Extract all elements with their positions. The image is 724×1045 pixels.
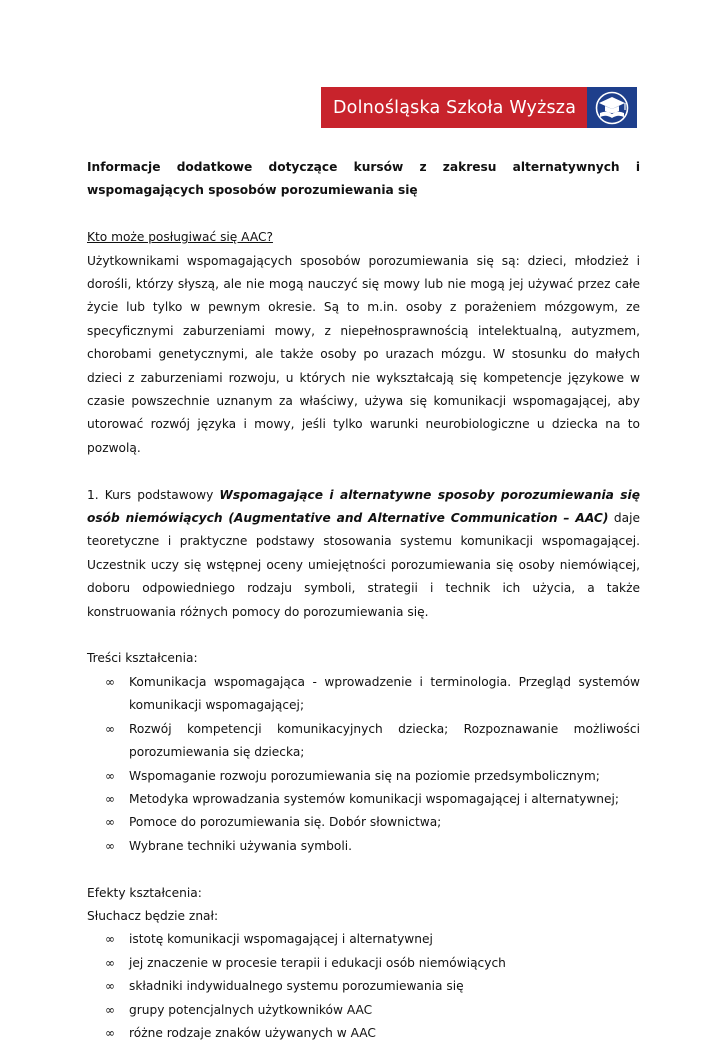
list-item: ∞ jej znaczenie w procesie terapii i edukacji osób niemówiących <box>87 952 640 975</box>
list-item: ∞ składniki indywidualnego systemu porozumiewania się <box>87 975 640 998</box>
logo-text: Dolnośląska Szkoła Wyższa <box>333 97 577 118</box>
list-item: ∞ różne rodzaje znaków używanych w AAC <box>87 1022 640 1045</box>
course-title: Wspomagające i alternatywne sposoby porozumiewania się osób niemówiących (Augmentative and Alternative Communication – AAC) <box>87 487 640 526</box>
infinity-bullet-icon: ∞ <box>105 815 115 830</box>
infinity-bullet-icon: ∞ <box>105 721 115 736</box>
infinity-bullet-icon: ∞ <box>105 838 115 853</box>
list-item: ∞ Pomoce do porozumiewania się. Dobór słownictwa; <box>87 811 640 834</box>
infinity-bullet-icon: ∞ <box>105 791 115 806</box>
course-intro-prefix: 1. Kurs podstawowy <box>87 487 220 502</box>
aac-answer: Użytkownikami wspomagających sposobów porozumiewania się są: dzieci, młodzież i dorośli, którzy słyszą, ale nie mogą nauczyć się mowy lub nie mogą jej używać przez całe życie lub tylko w pewnym okresie. Są to m.in. osoby z porażeniem mózgowym, ze specyficznymi zaburzeniami mowy, z niepełnosprawnością intelektualną, autyzmem, chorobami genetycznymi, ale także osoby po urazach mózgu. W stosunku do małych dzieci z zaburzeniami rozwoju, u których nie wykształcają się kompetencje językowe w czasie powszechnie uznanym za właściwy, używa się komunikacji wspomagającej, aby utorować rozwój języka i mowy, jeśli tylko warunki neurobiologiczne u dziecka na to pozwolą. <box>87 253 640 455</box>
graduation-cap-book-icon <box>587 87 637 128</box>
course-intro-rest: daje teoretyczne i praktyczne podstawy stosowania systemu komunikacji wspomagającej. Uczestnik uczy się wstępnej oceny umiejętności porozumiewania się osoby niemówiącej, doboru odpowiedniego rodzaju symboli, strategii i technik ich użycia, a także konstruowania różnych pomocy do porozumiewania się. <box>87 511 641 619</box>
document-title: Informacje dodatkowe dotyczące kursów z zakresu alternatywnych i wspomagających sposobów porozumiewania się <box>87 160 640 198</box>
infinity-bullet-icon: ∞ <box>105 768 115 783</box>
list-item: ∞ istotę komunikacji wspomagającej i alternatywnej <box>87 928 640 951</box>
infinity-bullet-icon: ∞ <box>105 955 115 970</box>
university-logo <box>321 87 637 128</box>
document-body <box>87 156 640 1045</box>
infinity-bullet-icon: ∞ <box>105 932 115 947</box>
course-intro <box>87 484 640 624</box>
list-item: ∞ Metodyka wprowadzania systemów komunikacji wspomagającej i alternatywnej; <box>87 788 640 811</box>
infinity-bullet-icon: ∞ <box>105 1002 115 1017</box>
list-item: ∞ grupy potencjalnych użytkowników AAC <box>87 999 640 1022</box>
infinity-bullet-icon: ∞ <box>105 674 115 689</box>
list-item: ∞ Rozwój kompetencji komunikacyjnych dziecka; Rozpoznawanie możliwości porozumiewania się dziecka; <box>87 718 640 765</box>
effects-list <box>87 928 640 1045</box>
effects-heading: Efekty kształcenia: <box>87 885 202 900</box>
content-heading: Treści kształcenia: <box>87 651 198 666</box>
content-list <box>87 671 640 858</box>
effects-subheading: Słuchacz będzie znał: <box>87 908 219 923</box>
infinity-bullet-icon: ∞ <box>105 979 115 994</box>
list-item: ∞ Komunikacja wspomagająca - wprowadzenie i terminologia. Przegląd systemów komunikacji wspomagającej; <box>87 671 640 718</box>
list-item: ∞ Wspomaganie rozwoju porozumiewania się na poziomie przedsymbolicznym; <box>87 765 640 788</box>
aac-question: Kto może posługiwać się AAC? <box>87 230 273 245</box>
infinity-bullet-icon: ∞ <box>105 1025 115 1040</box>
list-item: ∞ Wybrane techniki używania symboli. <box>87 835 640 858</box>
